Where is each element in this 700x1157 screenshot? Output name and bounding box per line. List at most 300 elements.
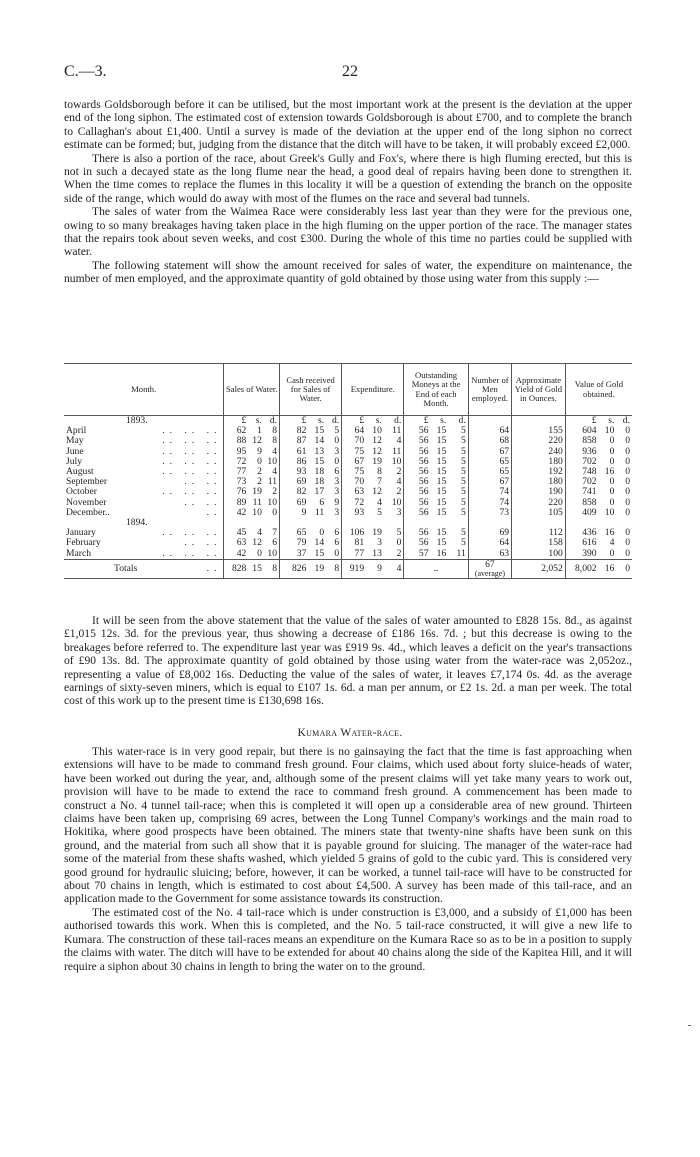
table-row [64, 498, 632, 508]
unit-pounds: £ [565, 416, 598, 427]
out-cell: 15 [436, 445, 447, 457]
out-cell: 15 [436, 455, 447, 467]
out-cell: 57 [404, 549, 431, 560]
sales-cell: 828 [224, 559, 248, 578]
value-cell: 0 [625, 466, 630, 478]
exp-cell: 19 [372, 455, 382, 467]
cash-cell: 826 [280, 559, 309, 578]
out-cell: 15 [436, 527, 447, 539]
exp-cell: 3 [396, 506, 402, 518]
exp-cell: 106 [342, 528, 366, 538]
value-cell: 10 [604, 425, 615, 437]
exp-cell: 5 [377, 506, 382, 518]
men-cell: 67 [468, 477, 511, 487]
leader-dots: .. .. .. [162, 547, 222, 559]
unit-shillings: s. [318, 415, 325, 426]
value-cell: 16 [599, 559, 617, 578]
men-cell: 68 [468, 436, 511, 446]
yield-cell: 112 [512, 528, 566, 538]
value-cell: 0 [625, 547, 630, 559]
out-cell: 56 [404, 508, 431, 518]
yield-cell: 180 [512, 457, 566, 467]
exp-cell: 2 [396, 466, 402, 478]
out-cell: 5 [460, 527, 466, 539]
sales-cell: 42 [224, 508, 248, 518]
month-cell [64, 549, 224, 560]
col-yield: Approximate Yield of Gold in Ounces. [512, 364, 566, 416]
exp-cell: 5 [396, 527, 402, 539]
out-cell: 5 [460, 445, 466, 457]
value-cell: 0 [625, 537, 630, 549]
cash-cell: 0 [319, 527, 325, 539]
value-cell: 4 [609, 537, 615, 549]
cash-cell: 69 [280, 498, 309, 508]
exp-cell: 11 [392, 425, 402, 437]
out-cell: 15 [436, 496, 447, 508]
sales-cell: 15 [248, 559, 264, 578]
yield-cell: 220 [512, 436, 566, 446]
out-cell: 5 [460, 425, 466, 437]
leader-dots: .. .. [184, 496, 222, 508]
sales-cell: 63 [224, 538, 248, 548]
exp-cell: 3 [377, 537, 382, 549]
men-average: 67 [485, 558, 495, 570]
exp-cell: 12 [372, 445, 382, 457]
exp-cell: 2 [396, 486, 402, 498]
unit-shillings: s. [608, 415, 615, 426]
out-cell: 15 [436, 506, 447, 518]
exp-cell: 75 [342, 467, 366, 477]
sales-cell: 89 [224, 498, 248, 508]
cash-cell: 0 [334, 435, 340, 447]
value-cell: 0 [625, 496, 630, 508]
exp-cell: 2 [396, 547, 402, 559]
exp-cell: 10 [372, 425, 382, 437]
unit-pence: d. [622, 415, 630, 426]
table-row [64, 436, 632, 446]
sales-cell: 0 [257, 455, 262, 467]
sales-cell: 19 [252, 486, 262, 498]
month-name: May [66, 435, 84, 447]
value-cell: 16 [604, 466, 615, 478]
value-cell: 702 [565, 477, 598, 487]
cash-cell: 8 [326, 559, 342, 578]
month-name: April [66, 425, 87, 437]
men-cell: 64 [468, 538, 511, 548]
exp-cell: 9 [366, 559, 384, 578]
out-cell: 11 [456, 547, 466, 559]
unit-shillings: s. [375, 415, 382, 426]
cash-cell: 14 [314, 435, 325, 447]
value-cell: 616 [565, 538, 598, 548]
sales-cell: 11 [267, 476, 278, 488]
men-cell [468, 559, 511, 578]
men-cell: 65 [468, 467, 511, 477]
out-cell: 56 [404, 436, 431, 446]
leader-dots: .. [206, 562, 222, 574]
table-row [64, 528, 632, 538]
value-cell: 748 [565, 467, 598, 477]
out-cell: 56 [404, 498, 431, 508]
sales-cell: 8 [272, 425, 278, 437]
month-name: June [66, 445, 84, 457]
yield-cell: 190 [512, 487, 566, 497]
cash-cell: 18 [314, 466, 325, 478]
out-cell: 56 [404, 477, 431, 487]
out-cell: 16 [436, 547, 447, 559]
intro-text [64, 98, 632, 286]
paragraph: The following statement will show the amount received for sales of water, the expenditure on maintenance, the number of men employed, and the approximate quantity of gold obtained by those using water from this supply :— [64, 258, 632, 286]
out-cell: 15 [436, 435, 447, 447]
out-cell: 5 [460, 476, 466, 488]
cash-cell: 6 [334, 466, 340, 478]
value-cell: 702 [565, 457, 598, 467]
cash-cell: 0 [334, 455, 340, 467]
value-cell: 8,002 [565, 559, 598, 578]
yield-cell: 155 [512, 426, 566, 436]
unit-pounds: £ [342, 416, 366, 427]
value-cell: 436 [565, 528, 598, 538]
table-row [64, 508, 632, 518]
cash-cell: 3 [334, 486, 340, 498]
out-cell: 15 [436, 466, 447, 478]
month-name: July [66, 455, 82, 467]
page-header [64, 63, 636, 83]
cash-cell: 11 [314, 506, 325, 518]
cash-cell: 86 [280, 457, 309, 467]
sales-cell: 1 [257, 425, 262, 437]
exp-cell: 19 [372, 527, 382, 539]
month-name: February [66, 537, 101, 549]
cash-cell: 15 [314, 547, 325, 559]
yield-cell: 220 [512, 498, 566, 508]
exp-cell: 72 [342, 498, 366, 508]
totals-label-cell [64, 559, 224, 578]
exp-cell: 4 [384, 559, 404, 578]
out-cell: 5 [460, 466, 466, 478]
cash-cell: 93 [280, 467, 309, 477]
men-cell: 63 [468, 549, 511, 560]
cash-cell: 79 [280, 538, 309, 548]
value-cell: 741 [565, 487, 598, 497]
exp-cell: 70 [342, 436, 366, 446]
paragraph: The estimated cost of the No. 4 tail-race which is under construction is £3,000, and a subsidy of £1,000 has been authorised towards this work. When this is completed, and the No. 5 tail-race constructed, it will give a new life to Kumara. The construction of these tail-races means an expenditure on the Kumara Race so as to be in a position to supply the claims with water. The ditch will have to be extended for about 40 chains along the side of the Kapitea Hill, and it will require a siphon about 30 chains in length to bring the water on to the ground. [64, 905, 632, 973]
sales-cell: 2 [257, 466, 262, 478]
sales-cell: 73 [224, 477, 248, 487]
sales-cell: 6 [272, 537, 278, 549]
sales-cell: 4 [272, 466, 278, 478]
unit-pence: d. [458, 415, 466, 426]
out-cell: 56 [404, 467, 431, 477]
leader-dots: .. .. .. [162, 527, 222, 539]
value-cell: 0 [609, 435, 615, 447]
exp-cell: 7 [377, 476, 382, 488]
value-cell: 604 [565, 426, 598, 436]
cash-cell: 9 [334, 496, 340, 508]
exp-cell: 63 [342, 487, 366, 497]
sales-cell: 12 [252, 435, 262, 447]
out-cell: 15 [436, 537, 447, 549]
sales-cell: 4 [257, 527, 262, 539]
unit-pence: d. [269, 415, 278, 426]
exp-cell: 77 [342, 549, 366, 560]
out-cell: 56 [404, 426, 431, 436]
sales-cell: 95 [224, 447, 248, 457]
exp-cell: 93 [342, 508, 366, 518]
paragraph: The sales of water from the Waimea Race were considerably less last year than they were for the previous one, owing to so many breakages having taken place in the high fluming on the upper portion of the race. The manager states that the repairs took about seven weeks, and cost £300. During the whole of this time no parties could be supplied with water. [64, 205, 632, 259]
out-cell: 56 [404, 538, 431, 548]
sales-cell: 2 [272, 486, 278, 498]
sales-cell: 8 [264, 559, 280, 578]
cash-cell: 15 [314, 455, 325, 467]
exp-cell: 13 [372, 547, 382, 559]
margin-mark: - [688, 1020, 692, 1031]
out-cell: 56 [404, 457, 431, 467]
unit-shillings: s. [440, 415, 447, 426]
cash-cell: 3 [334, 476, 340, 488]
exp-cell: 11 [392, 445, 402, 457]
value-cell: 0 [625, 435, 630, 447]
unit-pounds: £ [280, 416, 309, 427]
leader-dots: .. [206, 506, 222, 518]
sales-cell: 10 [267, 496, 278, 508]
col-month: Month. [64, 364, 224, 416]
sales-cell: 77 [224, 467, 248, 477]
sales-cell: 7 [272, 527, 278, 539]
value-cell: 0 [609, 486, 615, 498]
cash-cell: 13 [314, 445, 325, 457]
waimea-statement-table [64, 363, 632, 579]
exp-cell: 10 [391, 496, 402, 508]
out-cell: 5 [460, 496, 466, 508]
sales-cell: 8 [272, 435, 278, 447]
out-cell: 5 [460, 506, 466, 518]
col-men: Number of Men employed. [468, 364, 511, 416]
yield-cell: 192 [512, 467, 566, 477]
sales-cell: 72 [224, 457, 248, 467]
out-cell: 56 [404, 487, 431, 497]
table-row [64, 467, 632, 477]
cash-cell: 3 [334, 506, 340, 518]
col-cash: Cash received for Sales of Water. [280, 364, 342, 416]
value-cell: 0 [625, 486, 630, 498]
yield-cell: 105 [512, 508, 566, 518]
out-cell: 5 [460, 537, 466, 549]
out-cell: 15 [436, 486, 447, 498]
exp-cell: 0 [396, 537, 402, 549]
leader-dots: .. .. [184, 476, 222, 488]
paragraph: This water-race is in very good repair, but there is no gainsaying the fact that the time is fast approaching when extensions will have to be made to command fresh ground. Four claims, which used about forty sluice-heads of water, have been worked out during the year, and, although some of the present claims will yet take many years to work out, provision will have to be made to extend the race to command fresh ground. A commencement has been made to construct a No. 4 tunnel tail-race; when this is completed it will open up a considerable area of new ground. Thirteen claims have been taken up, comprising 69 acres, between the Long Tunnel Company's workings and the main road to Hokitika, where good prospects have been obtained. The miners state that twenty-nine shafts have been sunk on this ground, and the material from such all show that it is payable ground for sluicing. The manager of the water-race had some of the material from these shafts washed, which yielded 5 grains of gold to the cubic yard. This is considered very good ground for hydraulic sluicing; before, however, it can be worked, a tunnel tail-race will have to be constructed for about 70 chains in length, which is estimated to cost about £4,500. A survey has been made of this tail-race, and an application made to the Government for some assistance towards its construction. [64, 745, 632, 906]
unit-pence: d. [394, 415, 402, 426]
sales-cell: 62 [224, 426, 248, 436]
value-cell: 0 [609, 445, 615, 457]
year-label: 1894. [126, 517, 148, 529]
totals-row [64, 559, 632, 578]
month-name: August [66, 466, 94, 478]
unit-shillings: s. [255, 415, 262, 426]
cash-cell: 69 [280, 477, 309, 487]
exp-cell: 12 [372, 435, 382, 447]
cash-cell: 87 [280, 436, 309, 446]
col-value: Value of Gold obtained. [565, 364, 632, 416]
table-row [64, 447, 632, 457]
cash-cell: 82 [280, 487, 309, 497]
cash-cell: 3 [334, 445, 340, 457]
value-cell: 16 [604, 527, 615, 539]
table-row [64, 487, 632, 497]
cash-cell: 65 [280, 528, 309, 538]
cash-cell: 18 [314, 476, 325, 488]
men-cell: 69 [468, 528, 511, 538]
out-cell: 56 [404, 528, 431, 538]
exp-cell: 64 [342, 426, 366, 436]
value-cell: 0 [616, 559, 632, 578]
leader-dots: .. .. .. [162, 445, 222, 457]
out-cell: 56 [404, 447, 431, 457]
value-cell: 858 [565, 498, 598, 508]
out-cell: 5 [460, 455, 466, 467]
totals-label: Totals [114, 562, 138, 574]
value-cell: 936 [565, 447, 598, 457]
cash-cell: 6 [334, 537, 340, 549]
sales-cell: 76 [224, 487, 248, 497]
sales-cell: 11 [252, 496, 262, 508]
sales-cell: 0 [272, 506, 278, 518]
exp-cell: 4 [396, 476, 402, 488]
men-cell: 74 [468, 498, 511, 508]
paragraph: towards Goldsborough before it can be utilised, but the most important work at the present is the deviation at the upper end of the long siphon. The estimated cost of extension towards Goldsborough is about £700, and to complete the branch to Callaghan's about £1,400. Until a survey is made of the deviation at the upper end of the long siphon no correct estimate can be formed; but, judging from the distance that the ditch will have to be taken, it will probably exceed £2,000. [64, 98, 632, 152]
month-name: December.. [66, 506, 110, 518]
exp-cell: 67 [342, 457, 366, 467]
sales-cell: 10 [267, 455, 278, 467]
page-number: 22 [342, 63, 358, 80]
sales-cell: 12 [252, 537, 262, 549]
section-title: Kumara Water-race. [297, 727, 403, 739]
value-cell: 0 [609, 547, 615, 559]
unit-pounds: £ [224, 416, 248, 427]
men-cell: 64 [468, 426, 511, 436]
paragraph: It will be seen from the above statement that the value of the sales of water amounted to £828 15s. 8d., as against £1,015 12s. 3d. for the previous year, thus showing a decrease of £186 16s. 7d. ; but this decrease is owing to the breakages before referred to. The expenditure last year was £919 9s. 4d., which leaves a deficit on the year's transactions of £90 13s. 8d. The approximate quantity of gold obtained by those using water from the water-race was 2,052oz., representing a value of £8,002 16s. Deducting the value of the sales of water, it leaves £7,174 0s. 4d. as the average earnings of sixty-seven miners, which is equal to £107 1s. 6d. a man per annum, or £2 1s. 2d. a man per week. The total cost of this work up to the present time is £130,698 16s. [64, 614, 632, 708]
cash-cell: 6 [334, 527, 340, 539]
month-name: September [66, 476, 108, 488]
cash-cell: 0 [334, 547, 340, 559]
cash-cell: 37 [280, 549, 309, 560]
leader-dots: .. .. .. [162, 435, 222, 447]
kumara-text [64, 745, 632, 973]
sales-cell: 0 [257, 547, 262, 559]
cash-cell: 9 [280, 508, 309, 518]
col-expenditure: Expenditure. [342, 364, 404, 416]
out-cell: .. [404, 559, 468, 578]
men-cell: 67 [468, 447, 511, 457]
exp-cell: 4 [377, 496, 382, 508]
report-code: C.—3. [64, 63, 107, 80]
value-cell: 0 [625, 425, 630, 437]
out-cell: 15 [436, 476, 447, 488]
paragraph: There is also a portion of the race, about Greek's Gully and Fox's, where there is high fluming erected, but this is not in such a decayed state as the long flume near the head, a good deal of repairs having been done to strengthen it. When the time comes to replace the flumes in this locality it will be a question of extending the branch on the opposite side of the range, which would do away with most of the flumes on the race and several bad tunnels. [64, 151, 632, 205]
value-cell: 0 [625, 445, 630, 457]
cash-cell: 19 [308, 559, 326, 578]
exp-cell: 70 [342, 477, 366, 487]
table-row [64, 477, 632, 487]
unit-pence: d. [331, 415, 340, 426]
cash-cell: 6 [319, 496, 325, 508]
men-cell: 73 [468, 508, 511, 518]
yield-cell: 2,052 [512, 559, 566, 578]
yield-cell: 158 [512, 538, 566, 548]
value-cell: 10 [604, 506, 615, 518]
leader-dots: .. .. .. [162, 425, 222, 437]
yield-cell: 180 [512, 477, 566, 487]
sales-cell: 4 [272, 445, 278, 457]
units-row [64, 416, 632, 427]
cash-cell: 15 [314, 425, 325, 437]
value-cell: 0 [609, 455, 615, 467]
year-row [64, 518, 632, 528]
cash-cell: 82 [280, 426, 309, 436]
out-cell: 15 [436, 425, 447, 437]
exp-cell: 81 [342, 538, 366, 548]
out-cell: 5 [460, 486, 466, 498]
value-cell: 0 [625, 455, 630, 467]
yield-cell: 240 [512, 447, 566, 457]
leader-dots: .. .. .. [162, 455, 222, 467]
sales-cell: 88 [224, 436, 248, 446]
leader-dots: .. .. .. [162, 486, 222, 498]
month-name: March [66, 547, 92, 559]
sales-cell: 2 [257, 476, 262, 488]
sales-cell: 9 [257, 445, 262, 457]
value-cell: 0 [625, 506, 630, 518]
table-row [64, 549, 632, 560]
exp-cell: 10 [391, 455, 402, 467]
table-row [64, 426, 632, 436]
leader-dots: .. .. .. [162, 466, 222, 478]
value-cell: 0 [609, 476, 615, 488]
exp-cell: 4 [396, 435, 402, 447]
sales-cell: 45 [224, 528, 248, 538]
exp-cell: 919 [342, 559, 366, 578]
month-name: January [66, 527, 96, 539]
value-cell: 0 [625, 527, 630, 539]
sales-cell: 42 [224, 549, 248, 560]
yield-cell: 100 [512, 549, 566, 560]
month-name: October [66, 486, 97, 498]
value-cell: 0 [625, 476, 630, 488]
table-row [64, 538, 632, 548]
exp-cell: 8 [377, 466, 382, 478]
value-cell: 0 [609, 496, 615, 508]
sales-cell: 10 [252, 506, 262, 518]
value-cell: 390 [565, 549, 598, 560]
value-cell: 858 [565, 436, 598, 446]
unit-pounds: £ [404, 416, 431, 427]
exp-cell: 12 [372, 486, 382, 498]
men-cell: 65 [468, 457, 511, 467]
sales-cell: 10 [267, 547, 278, 559]
table-row [64, 457, 632, 467]
month-name: November [66, 496, 107, 508]
cash-cell: 14 [314, 537, 325, 549]
value-cell: 409 [565, 508, 598, 518]
exp-cell: 75 [342, 447, 366, 457]
cash-cell: 5 [334, 425, 340, 437]
cash-cell: 17 [314, 486, 325, 498]
col-outstanding: Outstanding Moneys at the End of each Month. [404, 364, 468, 416]
average-note: (average) [474, 569, 506, 579]
cash-cell: 61 [280, 447, 309, 457]
men-cell: 74 [468, 487, 511, 497]
